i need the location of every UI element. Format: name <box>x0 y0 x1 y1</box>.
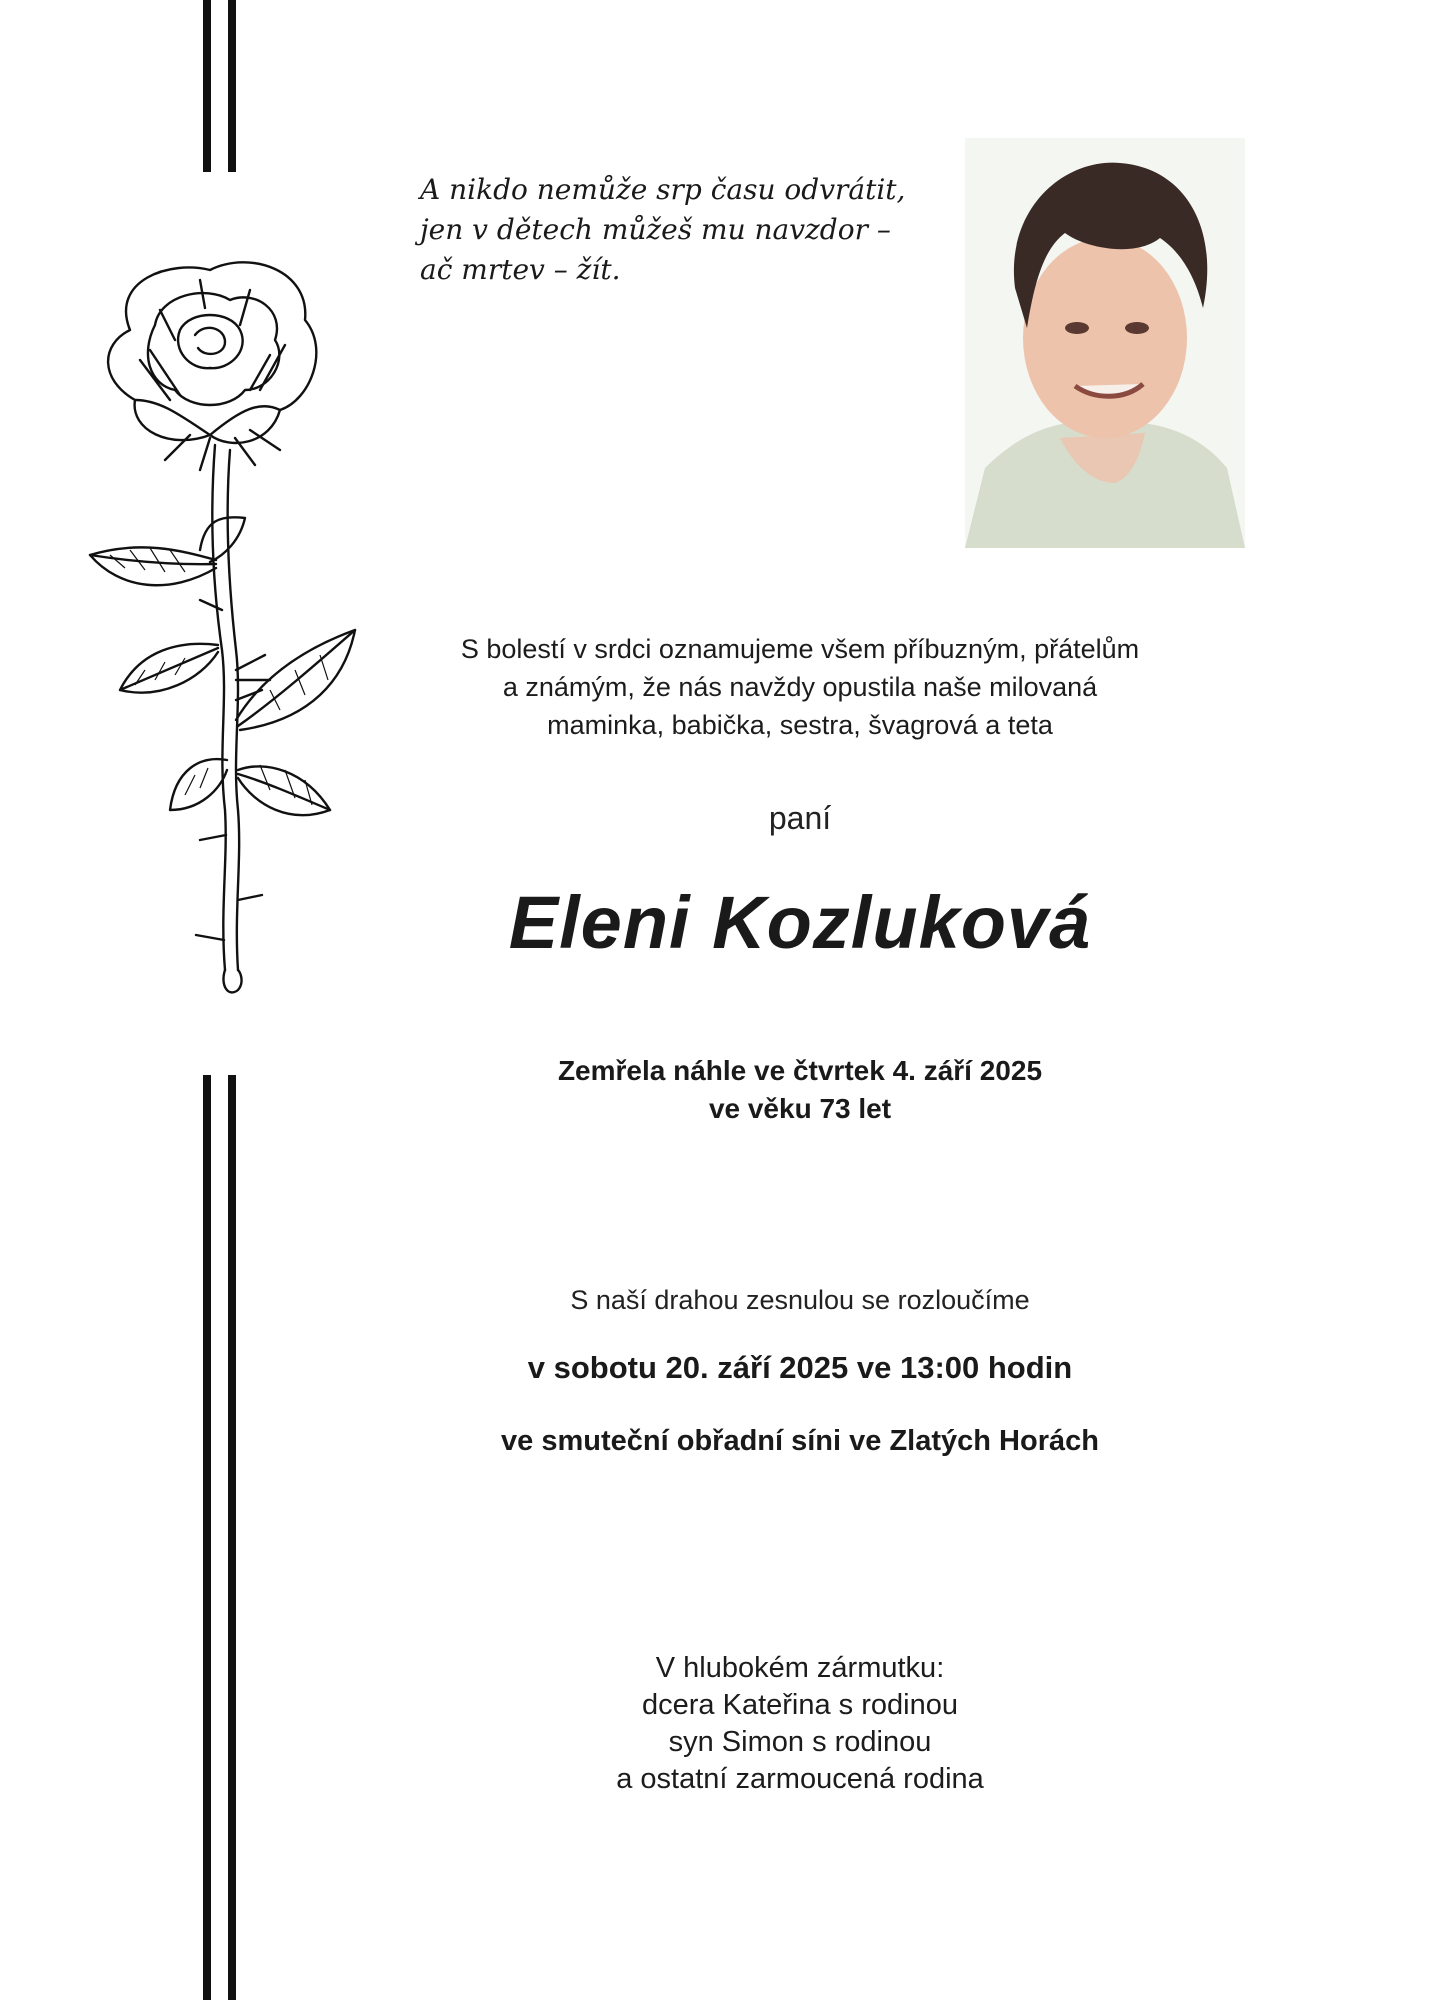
announcement-text <box>300 630 1300 744</box>
death-age: ve věku 73 let <box>708 1093 892 1124</box>
death-info <box>300 1052 1300 1128</box>
verse-line: ač mrtev – žít. <box>420 253 621 286</box>
farewell-intro: S naší drahou zesnulou se rozloučíme <box>570 1285 1030 1315</box>
death-date: Zemřela náhle ve čtvrtek 4. září 2025 <box>557 1055 1043 1086</box>
portrait-photo <box>965 138 1245 548</box>
announcement-line: a známým, že nás navždy opustila naše milovaná <box>502 672 1098 702</box>
mourner-line: syn Simon s rodinou <box>668 1726 932 1758</box>
ceremony-place: ve smuteční obřadní síni ve Zlatých Horách <box>501 1425 1099 1457</box>
announcement-line: maminka, babička, sestra, švagrová a teta <box>547 710 1053 740</box>
mourning-bar-bottom-left <box>203 1075 211 2000</box>
verse-line: A nikdo nemůže srp času odvrátit, <box>420 173 906 206</box>
deceased-name: Eleni Kozluková <box>508 881 1092 964</box>
honorific: paní <box>768 800 832 836</box>
ceremony-datetime: v sobotu 20. září 2025 ve 13:00 hodin <box>527 1350 1073 1385</box>
mourners-signature <box>300 1650 1300 1798</box>
mourners-heading: V hlubokém zármutku: <box>655 1652 945 1684</box>
memorial-verse <box>420 170 940 290</box>
mourner-line: dcera Kateřina s rodinou <box>642 1689 958 1721</box>
mourning-bar-top-right <box>228 0 236 172</box>
mourner-line: a ostatní zarmoucená rodina <box>616 1763 984 1795</box>
announcement-line: S bolestí v srdci oznamujeme všem příbuzným, přátelům <box>460 634 1140 664</box>
mourning-bar-top-left <box>203 0 211 172</box>
verse-line: jen v dětech můžeš mu navzdor – <box>420 213 891 246</box>
mourning-bar-bottom-right <box>228 1075 236 2000</box>
